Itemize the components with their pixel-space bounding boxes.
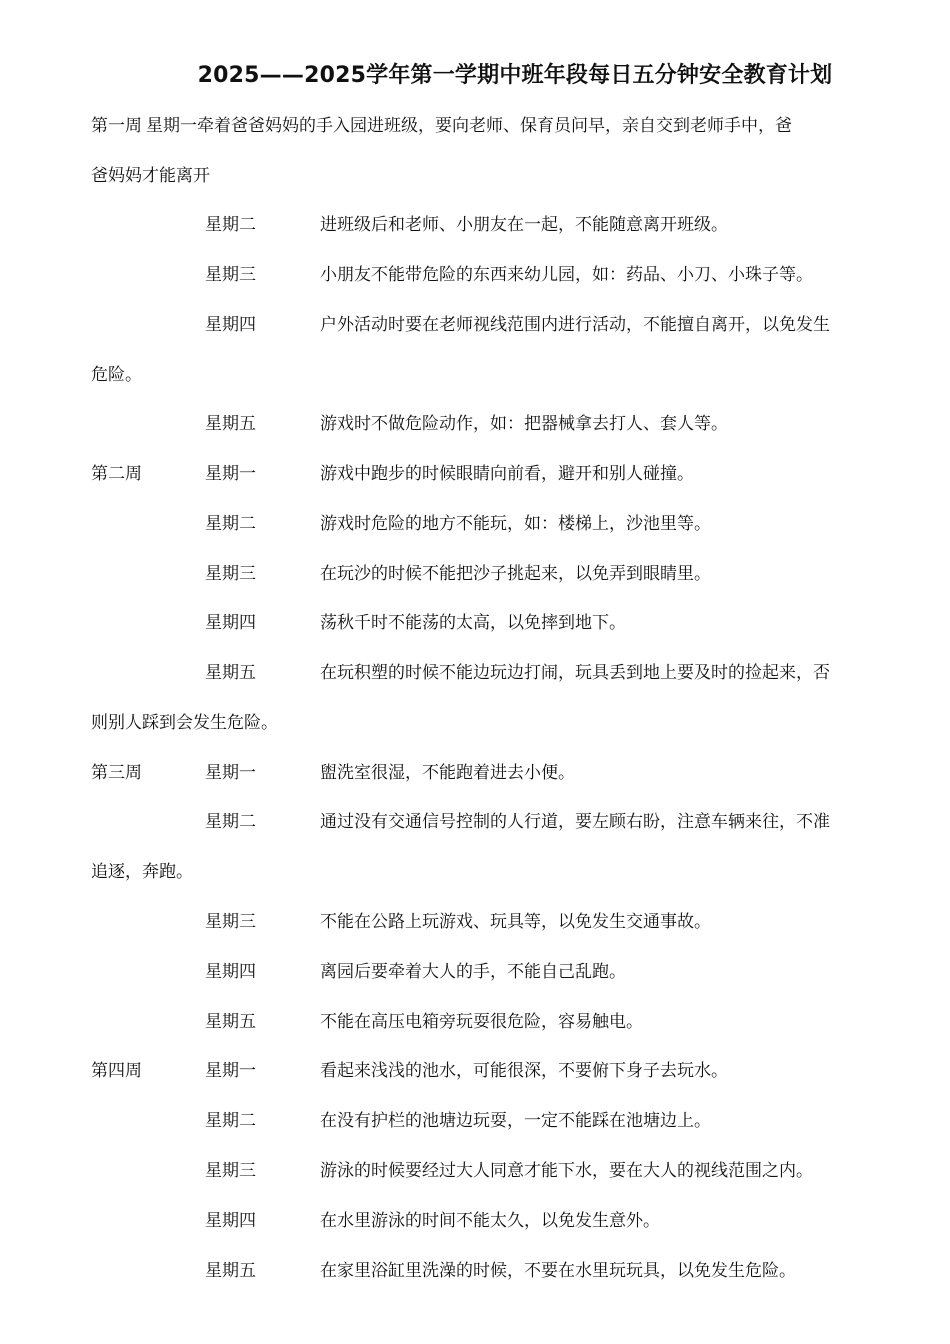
plan-text: 盥洗室很湿，不能跑着进去小便。 (320, 763, 575, 783)
day-label: 星期五 (205, 1261, 256, 1281)
plan-text: 通过没有交通信号控制的人行道，要左顾右盼，注意车辆来往，不准 (320, 812, 830, 832)
day-label: 星期五 (205, 1012, 256, 1032)
day-label: 星期二 (205, 514, 256, 534)
plan-text: 游戏时不做危险动作，如：把器械拿去打人、套人等。 (320, 414, 728, 434)
week-label: 第二周 (91, 464, 142, 484)
plan-text: 不能在公路上玩游戏、玩具等，以免发生交通事故。 (320, 912, 711, 932)
plan-text: 在玩积塑的时候不能边玩边打闹，玩具丢到地上要及时的捡起来，否 (320, 663, 830, 683)
day-label: 星期五 (205, 414, 256, 434)
plan-text: 离园后要牵着大人的手，不能自己乱跑。 (320, 962, 626, 982)
week-label: 第三周 (91, 763, 142, 783)
day-label: 星期三 (205, 265, 256, 285)
plan-text-continuation: 爸妈妈才能离开 (91, 166, 210, 186)
day-label: 星期四 (205, 315, 256, 335)
day-label: 星期一 (205, 1061, 256, 1081)
week-label: 第四周 (91, 1061, 142, 1081)
plan-text-continuation: 则别人踩到会发生危险。 (91, 713, 278, 733)
plan-text-continuation: 危险。 (91, 365, 142, 385)
plan-text: 游戏时危险的地方不能玩，如：楼梯上，沙池里等。 (320, 514, 711, 534)
plan-text: 荡秋千时不能荡的太高，以免摔到地下。 (320, 613, 626, 633)
page-title: 2025——2025学年第一学期中班年段每日五分钟安全教育计划 (197, 63, 833, 88)
plan-text: 看起来浅浅的池水，可能很深，不要俯下身子去玩水。 (320, 1061, 728, 1081)
day-label: 星期二 (205, 215, 256, 235)
plan-text: 牵着爸爸妈妈的手入园进班级，要向老师、保育员问早，亲自交到老师手中，爸 (197, 116, 792, 136)
plan-text: 游泳的时候要经过大人同意才能下水，要在大人的视线范围之内。 (320, 1161, 813, 1181)
plan-text: 小朋友不能带危险的东西来幼儿园，如：药品、小刀、小珠子等。 (320, 265, 813, 285)
day-label: 星期二 (205, 812, 256, 832)
plan-text-continuation: 追逐，奔跑。 (91, 862, 193, 882)
week-label: 第一周 (91, 116, 142, 136)
day-label: 星期三 (205, 912, 256, 932)
plan-text: 在水里游泳的时间不能太久，以免发生意外。 (320, 1211, 660, 1231)
day-label: 星期一 (146, 116, 197, 136)
day-label: 星期五 (205, 663, 256, 683)
day-label: 星期三 (205, 564, 256, 584)
day-label: 星期一 (205, 464, 256, 484)
plan-text: 在玩沙的时候不能把沙子挑起来，以免弄到眼睛里。 (320, 564, 711, 584)
plan-text: 户外活动时要在老师视线范围内进行活动，不能擅自离开，以免发生 (320, 315, 830, 335)
day-label: 星期二 (205, 1111, 256, 1131)
plan-line (146, 114, 792, 138)
day-label: 星期三 (205, 1161, 256, 1181)
day-label: 星期四 (205, 962, 256, 982)
plan-text: 在没有护栏的池塘边玩耍，一定不能踩在池塘边上。 (320, 1111, 711, 1131)
day-label: 星期四 (205, 1211, 256, 1231)
plan-text: 在家里浴缸里洗澡的时候，不要在水里玩玩具，以免发生危险。 (320, 1261, 796, 1281)
plan-text: 游戏中跑步的时候眼睛向前看，避开和别人碰撞。 (320, 464, 694, 484)
plan-text: 进班级后和老师、小朋友在一起，不能随意离开班级。 (320, 215, 728, 235)
day-label: 星期四 (205, 613, 256, 633)
plan-text: 不能在高压电箱旁玩耍很危险，容易触电。 (320, 1012, 643, 1032)
day-label: 星期一 (205, 763, 256, 783)
